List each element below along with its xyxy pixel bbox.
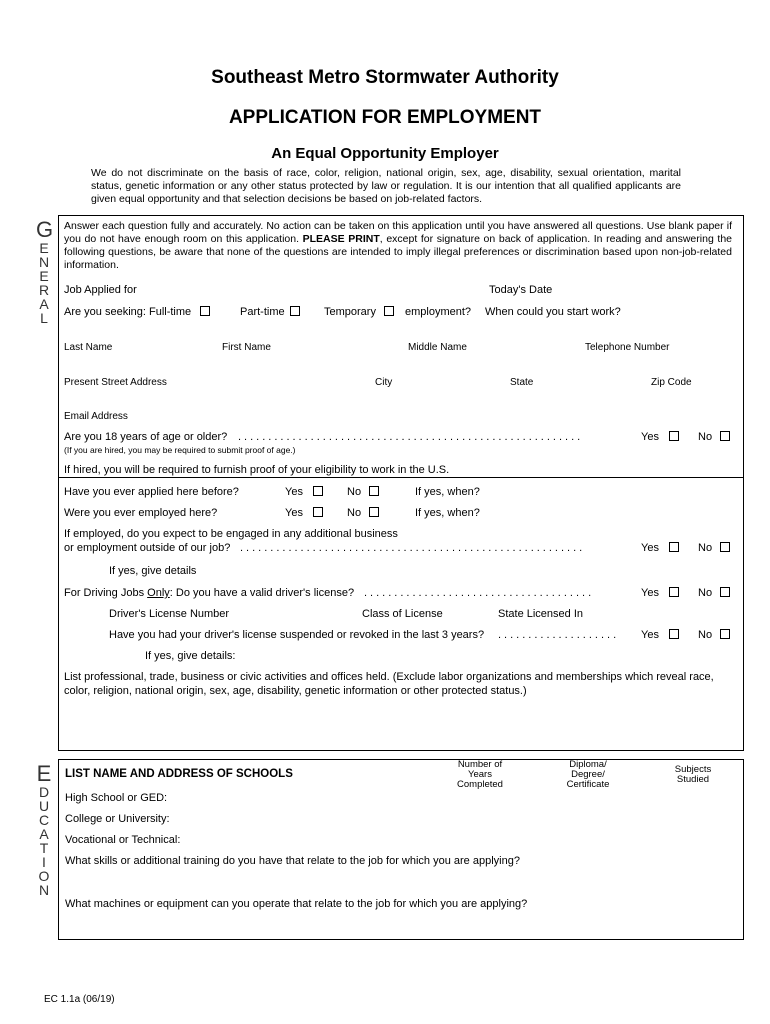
additional-yes-checkbox[interactable]: [669, 542, 679, 552]
age-note: (If you are hired, you may be required to submit proof of age.): [64, 445, 296, 455]
dot-leader: .........................................................: [238, 431, 584, 443]
activities-prompt: List professional, trade, business or civic activities and offices held. (Exclude labor organizations and memberships which reveal race, color, religion, national origin, sex, age, disability, genetic information or other protected status.): [64, 671, 714, 697]
license-state-label: State Licensed In: [498, 608, 584, 620]
temporary-label: Temporary: [324, 306, 376, 318]
employed-yes-label: Yes: [285, 507, 303, 519]
eeo-statement: We do not discriminate on the basis of race, color, religion, national origin, sex, age, disability, sexual orientation, marital status, genetic information or any other status protected by law or regulation. It is our intention that all qualified applicants are given equal opportunity and that selection decisions be based on job-related factors.: [91, 167, 681, 205]
age-yes-label: Yes: [641, 431, 659, 443]
license-class-label: Class of License: [362, 608, 443, 620]
org-name: Southeast Metro Stormwater Authority: [211, 67, 559, 88]
col-diploma: Diploma/ Degree/ Certificate: [566, 759, 610, 790]
suspended-yes-checkbox[interactable]: [669, 629, 679, 639]
suspended-details-label: If yes, give details:: [145, 650, 236, 662]
high-school-label: High School or GED:: [65, 792, 168, 804]
employed-before-question: Were you ever employed here?: [64, 507, 218, 519]
employed-no-label: No: [347, 507, 362, 519]
drivers-license-question: For Driving Jobs Only: Do you have a valid driver's license?: [64, 587, 355, 599]
middle-name-label: Middle Name: [408, 342, 467, 353]
employed-when-label: If yes, when?: [415, 507, 480, 519]
give-details-label: If yes, give details: [109, 565, 197, 577]
form-code: EC 1.1a (06/19): [44, 994, 115, 1005]
age-no-label: No: [698, 431, 713, 443]
zip-label: Zip Code: [651, 377, 692, 388]
suspended-yes-label: Yes: [641, 629, 659, 641]
state-label: State: [510, 377, 534, 388]
vocational-label: Vocational or Technical:: [65, 834, 181, 846]
age-no-checkbox[interactable]: [720, 431, 730, 441]
seeking-label: Are you seeking: Full-time: [64, 306, 192, 318]
col-subjects: Subjects Studied: [674, 764, 712, 785]
email-label: Email Address: [64, 411, 128, 422]
additional-no-label: No: [698, 542, 713, 554]
applied-no-label: No: [347, 486, 362, 498]
divider: [58, 477, 744, 478]
additional-employment-line2: or employment outside of our job?: [64, 542, 231, 554]
instructions: Answer each question fully and accurately. No action can be taken on this application until you have answered all questions. Use blank paper if you do not have enough room on this application. PLEASE PRINT, except for signature on back of application. In reading and answering the following questions, be aware that none of the questions are intended to imply illegal preferences or discrimination based upon non-job-related information.: [64, 220, 732, 271]
employed-no-checkbox[interactable]: [369, 507, 379, 517]
start-work-label: When could you start work?: [485, 306, 621, 318]
license-yes-checkbox[interactable]: [669, 587, 679, 597]
license-number-label: Driver's License Number: [109, 608, 230, 620]
skills-question: What skills or additional training do you have that relate to the job for which you are applying?: [65, 855, 520, 867]
license-no-checkbox[interactable]: [720, 587, 730, 597]
suspended-no-label: No: [698, 629, 713, 641]
applied-yes-label: Yes: [285, 486, 303, 498]
temporary-checkbox[interactable]: [384, 306, 394, 316]
applied-when-label: If yes, when?: [415, 486, 480, 498]
college-label: College or University:: [65, 813, 170, 825]
proof-note: If hired, you will be required to furnish proof of your eligibility to work in the U.S.: [64, 464, 450, 476]
suspended-no-checkbox[interactable]: [720, 629, 730, 639]
eeo-heading: An Equal Opportunity Employer: [271, 145, 499, 162]
additional-employment-line1: If employed, do you expect to be engaged in any additional business: [64, 528, 398, 540]
additional-no-checkbox[interactable]: [720, 542, 730, 552]
dot-leader: .........................................................: [240, 542, 586, 554]
applied-before-question: Have you ever applied here before?: [64, 486, 239, 498]
employed-yes-checkbox[interactable]: [313, 507, 323, 517]
job-applied-for-label: Job Applied for: [64, 284, 137, 296]
license-no-label: No: [698, 587, 713, 599]
telephone-label: Telephone Number: [585, 342, 670, 353]
education-side-label: E D U C A T I O N: [36, 761, 52, 898]
machines-question: What machines or equipment can you operate that relate to the job for which you are applying?: [65, 898, 528, 910]
col-years-completed: Number of Years Completed: [457, 759, 503, 790]
age-yes-checkbox[interactable]: [669, 431, 679, 441]
todays-date-label: Today's Date: [489, 284, 553, 296]
street-address-label: Present Street Address: [64, 377, 167, 388]
part-time-checkbox[interactable]: [290, 306, 300, 316]
license-yes-label: Yes: [641, 587, 659, 599]
form-title: APPLICATION FOR EMPLOYMENT: [228, 107, 542, 128]
applied-yes-checkbox[interactable]: [313, 486, 323, 496]
suspended-question: Have you had your driver's license suspended or revoked in the last 3 years?: [109, 629, 485, 641]
full-time-checkbox[interactable]: [200, 306, 210, 316]
employment-label: employment?: [405, 306, 472, 318]
dot-leader: ......................................: [364, 587, 595, 599]
first-name-label: First Name: [222, 342, 271, 353]
general-side-label: G E N E R A L: [36, 217, 54, 326]
applied-no-checkbox[interactable]: [369, 486, 379, 496]
last-name-label: Last Name: [64, 342, 113, 353]
part-time-label: Part-time: [240, 306, 285, 318]
city-label: City: [375, 377, 393, 388]
additional-yes-label: Yes: [641, 542, 659, 554]
age-question: Are you 18 years of age or older?: [64, 431, 228, 443]
education-section: [58, 759, 744, 940]
dot-leader: ....................: [498, 629, 620, 641]
schools-heading: LIST NAME AND ADDRESS OF SCHOOLS: [65, 768, 293, 780]
